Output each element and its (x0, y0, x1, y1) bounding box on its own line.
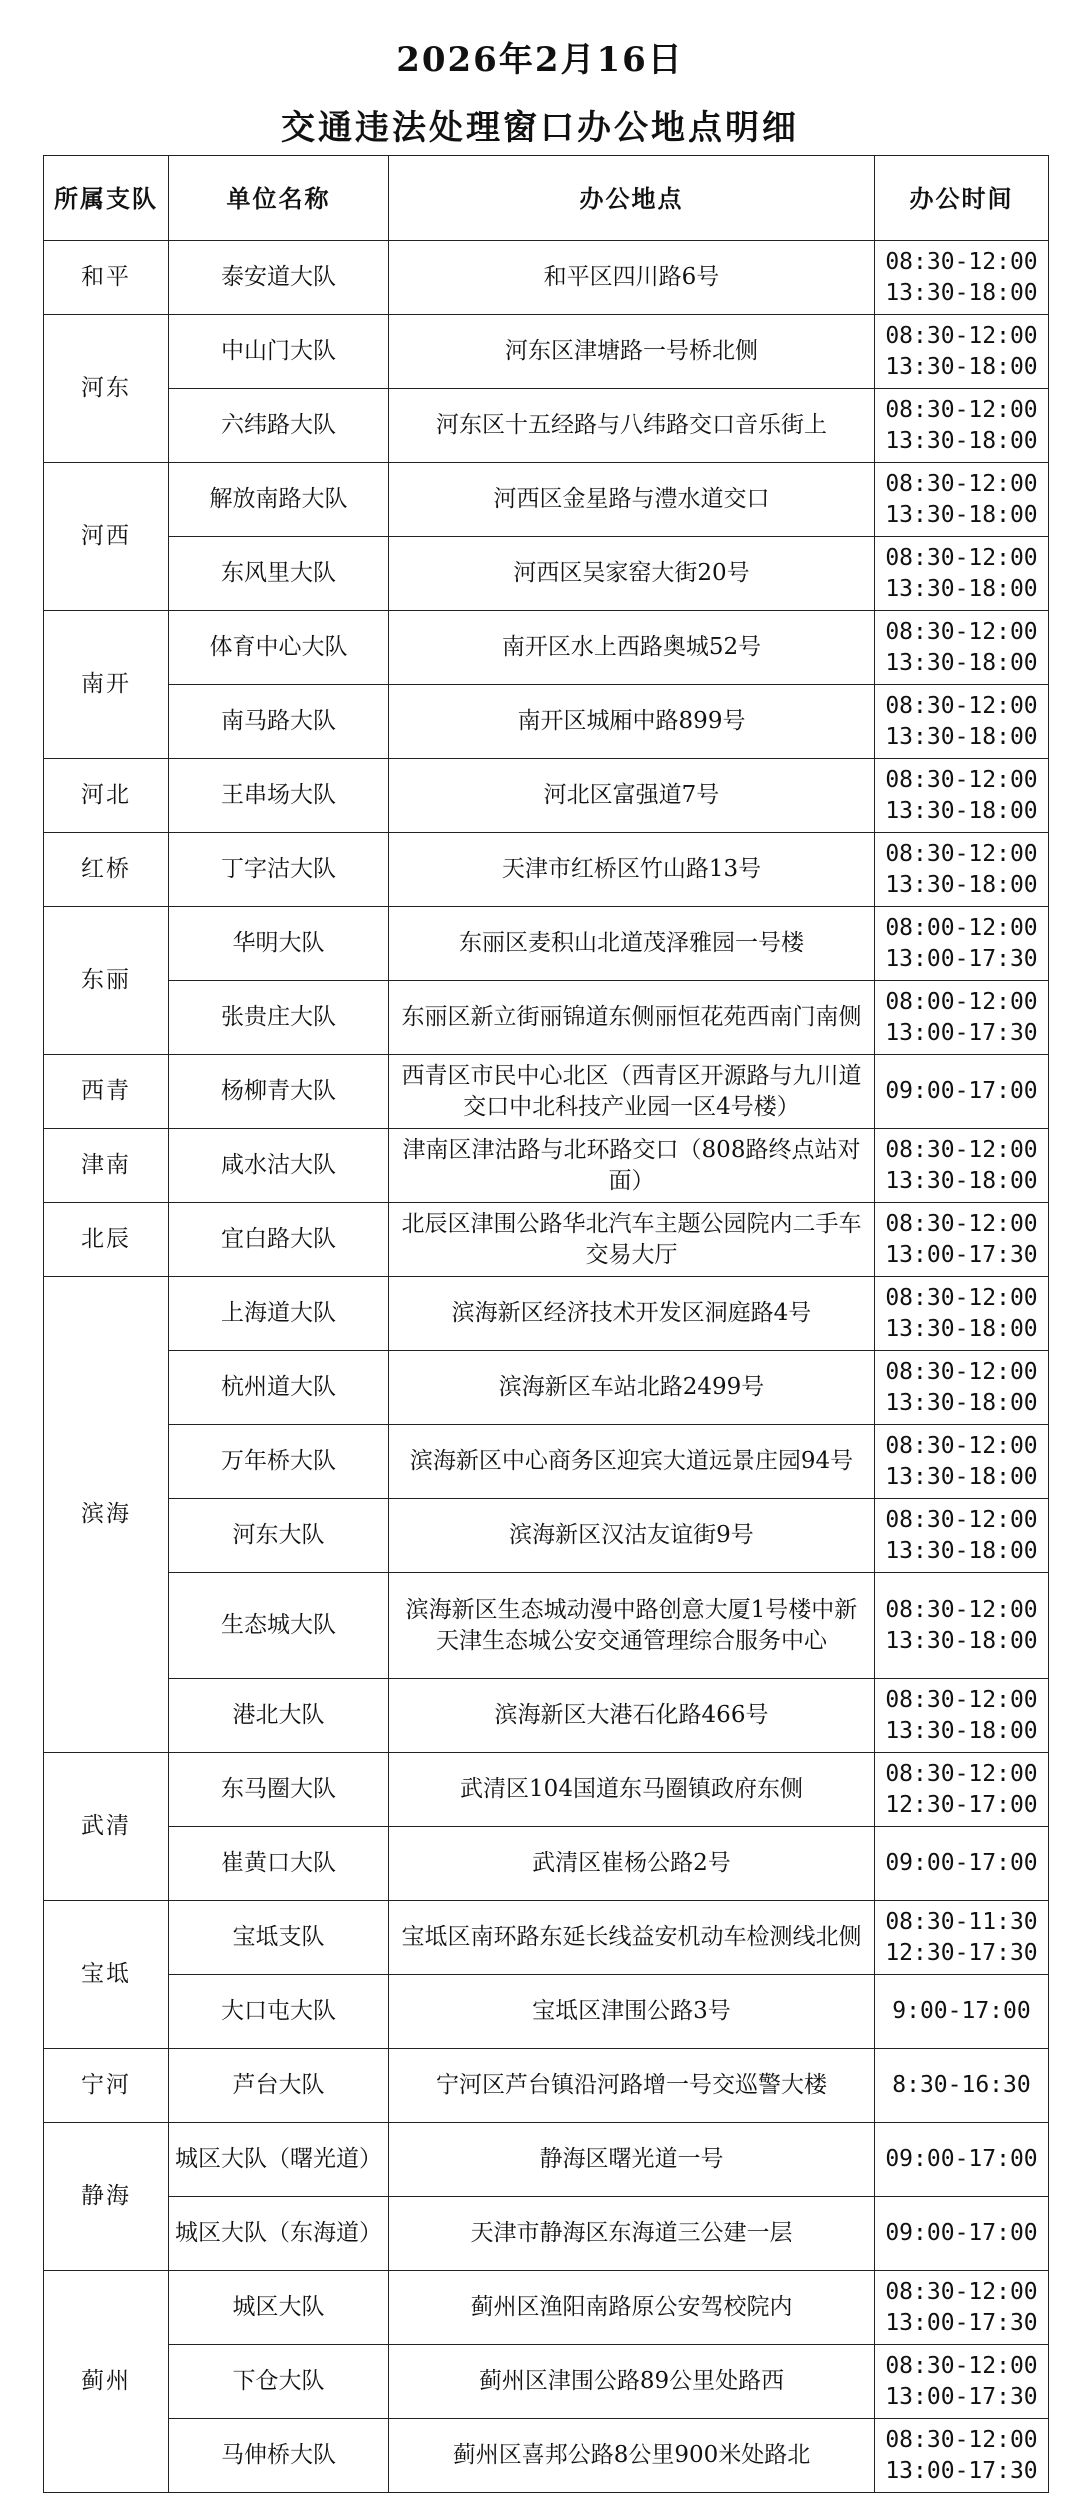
hours-line: 08:30-12:00 (885, 544, 1038, 571)
address-cell: 宁河区芦台镇沿河路增一号交巡警大楼 (389, 2049, 875, 2123)
hours-line: 08:30-12:00 (885, 1506, 1038, 1533)
unit-name-cell: 华明大队 (169, 907, 389, 981)
hours-line: 08:30-12:00 (885, 1210, 1038, 1237)
hours-line: 13:00-17:30 (885, 945, 1038, 972)
office-hours-cell (875, 389, 1049, 463)
hours-line: 08:30-11:30 (885, 1908, 1038, 1935)
office-location-table (43, 155, 1049, 2493)
unit-name-cell: 生态城大队 (169, 1573, 389, 1679)
hours-line: 08:30-12:00 (885, 322, 1038, 349)
address-cell: 滨海新区经济技术开发区洞庭路4号 (389, 1277, 875, 1351)
hours-line: 13:30-18:00 (885, 797, 1038, 824)
table-row (44, 2271, 1049, 2345)
hours-line: 13:30-18:00 (885, 575, 1038, 602)
hours-line: 08:30-12:00 (885, 692, 1038, 719)
branch-cell: 武清 (44, 1753, 169, 1901)
hours-line: 13:30-18:00 (885, 723, 1038, 750)
hours-line: 13:00-17:30 (885, 2457, 1038, 2484)
hours-line: 13:30-18:00 (885, 649, 1038, 676)
hours-line: 09:00-17:00 (885, 2146, 1038, 2172)
branch-cell: 南开 (44, 611, 169, 759)
table-header-row (44, 156, 1049, 241)
table-row (44, 759, 1049, 833)
address-cell: 东丽区麦积山北道茂泽雅园一号楼 (389, 907, 875, 981)
branch-cell: 西青 (44, 1055, 169, 1129)
unit-name-cell: 东风里大队 (169, 537, 389, 611)
hours-line: 08:30-12:00 (885, 2352, 1038, 2379)
office-hours-cell (875, 1753, 1049, 1827)
table-row (44, 537, 1049, 611)
table-row (44, 1679, 1049, 1753)
unit-name-cell: 城区大队（曙光道） (169, 2123, 389, 2197)
hours-line: 13:30-18:00 (885, 279, 1038, 306)
branch-cell: 河西 (44, 463, 169, 611)
office-hours-cell (875, 2345, 1049, 2419)
address-cell: 滨海新区大港石化路466号 (389, 1679, 875, 1753)
hours-line: 13:30-18:00 (885, 1463, 1038, 1490)
address-cell: 静海区曙光道一号 (389, 2123, 875, 2197)
address-cell: 天津市静海区东海道三公建一层 (389, 2197, 875, 2271)
unit-name-cell: 泰安道大队 (169, 241, 389, 315)
unit-name-cell: 上海道大队 (169, 1277, 389, 1351)
address-cell: 滨海新区中心商务区迎宾大道远景庄园94号 (389, 1425, 875, 1499)
table-row (44, 685, 1049, 759)
unit-name-cell: 杨柳青大队 (169, 1055, 389, 1129)
table-row (44, 2419, 1049, 2493)
unit-name-cell: 港北大队 (169, 1679, 389, 1753)
address-cell: 武清区104国道东马圈镇政府东侧 (389, 1753, 875, 1827)
branch-cell: 宁河 (44, 2049, 169, 2123)
unit-name-cell: 崔黄口大队 (169, 1827, 389, 1901)
table-row (44, 1753, 1049, 1827)
table-row (44, 2345, 1049, 2419)
hours-line: 08:30-12:00 (885, 248, 1038, 275)
office-hours-cell (875, 1277, 1049, 1351)
unit-name-cell: 东马圈大队 (169, 1753, 389, 1827)
column-header-branch: 所属支队 (44, 156, 169, 241)
office-hours-cell (875, 611, 1049, 685)
hours-line: 8:30-16:30 (892, 2072, 1031, 2098)
address-cell: 滨海新区生态城动漫中路创意大厦1号楼中新天津生态城公安交通管理综合服务中心 (389, 1573, 875, 1679)
branch-cell: 静海 (44, 2123, 169, 2271)
branch-cell: 红桥 (44, 833, 169, 907)
office-hours-cell (875, 759, 1049, 833)
unit-name-cell: 城区大队 (169, 2271, 389, 2345)
address-cell: 河北区富强道7号 (389, 759, 875, 833)
office-hours-cell (875, 1055, 1049, 1129)
office-hours-cell (875, 2123, 1049, 2197)
hours-line: 08:30-12:00 (885, 1596, 1038, 1623)
hours-line: 13:30-18:00 (885, 427, 1038, 454)
address-cell: 蓟州区渔阳南路原公安驾校院内 (389, 2271, 875, 2345)
address-cell: 宝坻区南环路东延长线益安机动车检测线北侧 (389, 1901, 875, 1975)
hours-line: 08:30-12:00 (885, 618, 1038, 645)
office-hours-cell (875, 1975, 1049, 2049)
hours-line: 08:30-12:00 (885, 1358, 1038, 1385)
branch-cell: 河北 (44, 759, 169, 833)
address-cell: 南开区城厢中路899号 (389, 685, 875, 759)
unit-name-cell: 河东大队 (169, 1499, 389, 1573)
office-hours-cell (875, 1499, 1049, 1573)
office-hours-cell (875, 1129, 1049, 1203)
address-cell: 宝坻区津围公路3号 (389, 1975, 875, 2049)
table-row (44, 1351, 1049, 1425)
office-hours-cell (875, 1827, 1049, 1901)
address-cell: 武清区崔杨公路2号 (389, 1827, 875, 1901)
hours-line: 13:30-18:00 (885, 353, 1038, 380)
document-date: 2026年2月16日 (396, 40, 684, 80)
hours-line: 08:30-12:00 (885, 2278, 1038, 2305)
office-hours-cell (875, 2197, 1049, 2271)
address-cell: 西青区市民中心北区（西青区开源路与九川道交口中北科技产业园一区4号楼） (389, 1055, 875, 1129)
branch-cell: 河东 (44, 315, 169, 463)
table-row (44, 389, 1049, 463)
office-hours-cell (875, 2049, 1049, 2123)
hours-line: 13:30-18:00 (885, 1717, 1038, 1744)
hours-line: 9:00-17:00 (892, 1998, 1031, 2024)
office-hours-cell (875, 907, 1049, 981)
unit-name-cell: 城区大队（东海道） (169, 2197, 389, 2271)
unit-name-cell: 宜白路大队 (169, 1203, 389, 1277)
unit-name-cell: 六纬路大队 (169, 389, 389, 463)
address-cell: 河西区金星路与澧水道交口 (389, 463, 875, 537)
hours-line: 09:00-17:00 (885, 1078, 1038, 1104)
document-title: 交通违法处理窗口办公地点明细 (281, 108, 799, 148)
address-cell: 河东区十五经路与八纬路交口音乐街上 (389, 389, 875, 463)
hours-line: 08:30-12:00 (885, 1284, 1038, 1311)
table-row (44, 463, 1049, 537)
office-hours-cell (875, 1351, 1049, 1425)
hours-line: 13:00-17:30 (885, 2383, 1038, 2410)
unit-name-cell: 解放南路大队 (169, 463, 389, 537)
address-cell: 东丽区新立街丽锦道东侧丽恒花苑西南门南侧 (389, 981, 875, 1055)
unit-name-cell: 大口屯大队 (169, 1975, 389, 2049)
table-row (44, 241, 1049, 315)
office-hours-cell (875, 463, 1049, 537)
hours-line: 13:30-18:00 (885, 1315, 1038, 1342)
table-row (44, 2197, 1049, 2271)
hours-line: 08:00-12:00 (885, 988, 1038, 1015)
office-hours-cell (875, 1573, 1049, 1679)
unit-name-cell: 咸水沽大队 (169, 1129, 389, 1203)
office-hours-cell (875, 537, 1049, 611)
table-row (44, 1425, 1049, 1499)
table-row (44, 1499, 1049, 1573)
hours-line: 13:30-18:00 (885, 1627, 1038, 1654)
address-cell: 滨海新区车站北路2499号 (389, 1351, 875, 1425)
table-row (44, 315, 1049, 389)
branch-cell: 津南 (44, 1129, 169, 1203)
hours-line: 08:30-12:00 (885, 1760, 1038, 1787)
table-row (44, 611, 1049, 685)
hours-line: 12:30-17:00 (885, 1791, 1038, 1818)
address-cell: 河东区津塘路一号桥北侧 (389, 315, 875, 389)
hours-line: 13:00-17:30 (885, 2309, 1038, 2336)
branch-cell: 滨海 (44, 1277, 169, 1753)
hours-line: 09:00-17:00 (885, 1850, 1038, 1876)
address-cell: 北辰区津围公路华北汽车主题公园院内二手车交易大厅 (389, 1203, 875, 1277)
hours-line: 13:00-17:30 (885, 1241, 1038, 1268)
unit-name-cell: 下仓大队 (169, 2345, 389, 2419)
hours-line: 13:30-18:00 (885, 871, 1038, 898)
hours-line: 13:30-18:00 (885, 1537, 1038, 1564)
office-hours-cell (875, 1425, 1049, 1499)
table-row (44, 2123, 1049, 2197)
branch-cell: 东丽 (44, 907, 169, 1055)
column-header-address: 办公地点 (389, 156, 875, 241)
hours-line: 08:30-12:00 (885, 470, 1038, 497)
office-hours-cell (875, 315, 1049, 389)
office-hours-cell (875, 981, 1049, 1055)
hours-line: 13:30-18:00 (885, 501, 1038, 528)
hours-line: 08:30-12:00 (885, 766, 1038, 793)
column-header-hours: 办公时间 (875, 156, 1049, 241)
unit-name-cell: 中山门大队 (169, 315, 389, 389)
table-body (44, 241, 1049, 2493)
table-row (44, 1827, 1049, 1901)
hours-line: 08:30-12:00 (885, 396, 1038, 423)
address-cell: 南开区水上西路奥城52号 (389, 611, 875, 685)
table-row (44, 1129, 1049, 1203)
table-row (44, 2049, 1049, 2123)
unit-name-cell: 王串场大队 (169, 759, 389, 833)
unit-name-cell: 马伸桥大队 (169, 2419, 389, 2493)
address-cell: 河西区吴家窑大街20号 (389, 537, 875, 611)
hours-line: 13:30-18:00 (885, 1389, 1038, 1416)
table-row (44, 1975, 1049, 2049)
hours-line: 08:30-12:00 (885, 2426, 1038, 2453)
table-row (44, 833, 1049, 907)
hours-line: 13:00-17:30 (885, 1019, 1038, 1046)
address-cell: 天津市红桥区竹山路13号 (389, 833, 875, 907)
address-cell: 蓟州区喜邦公路8公里900米处路北 (389, 2419, 875, 2493)
address-cell: 津南区津沽路与北环路交口（808路终点站对面） (389, 1129, 875, 1203)
unit-name-cell: 南马路大队 (169, 685, 389, 759)
table-row (44, 1055, 1049, 1129)
table-row (44, 1277, 1049, 1351)
table-row (44, 1573, 1049, 1679)
office-hours-cell (875, 2271, 1049, 2345)
address-cell: 蓟州区津围公路89公里处路西 (389, 2345, 875, 2419)
hours-line: 08:30-12:00 (885, 1136, 1038, 1163)
unit-name-cell: 杭州道大队 (169, 1351, 389, 1425)
office-hours-cell (875, 1203, 1049, 1277)
column-header-unit: 单位名称 (169, 156, 389, 241)
address-cell: 和平区四川路6号 (389, 241, 875, 315)
table-row (44, 907, 1049, 981)
unit-name-cell: 体育中心大队 (169, 611, 389, 685)
table-row (44, 1203, 1049, 1277)
branch-cell: 北辰 (44, 1203, 169, 1277)
office-hours-cell (875, 2419, 1049, 2493)
unit-name-cell: 宝坻支队 (169, 1901, 389, 1975)
office-hours-cell (875, 241, 1049, 315)
address-cell: 滨海新区汉沽友谊街9号 (389, 1499, 875, 1573)
table-row (44, 1901, 1049, 1975)
table-row (44, 981, 1049, 1055)
branch-cell: 蓟州 (44, 2271, 169, 2493)
hours-line: 08:30-12:00 (885, 840, 1038, 867)
branch-cell: 和平 (44, 241, 169, 315)
office-hours-cell (875, 1901, 1049, 1975)
unit-name-cell: 万年桥大队 (169, 1425, 389, 1499)
hours-line: 09:00-17:00 (885, 2220, 1038, 2246)
office-hours-cell (875, 1679, 1049, 1753)
hours-line: 08:00-12:00 (885, 914, 1038, 941)
hours-line: 08:30-12:00 (885, 1686, 1038, 1713)
hours-line: 13:30-18:00 (885, 1167, 1038, 1194)
unit-name-cell: 芦台大队 (169, 2049, 389, 2123)
unit-name-cell: 张贵庄大队 (169, 981, 389, 1055)
unit-name-cell: 丁字沽大队 (169, 833, 389, 907)
hours-line: 08:30-12:00 (885, 1432, 1038, 1459)
office-hours-cell (875, 685, 1049, 759)
branch-cell: 宝坻 (44, 1901, 169, 2049)
hours-line: 12:30-17:30 (885, 1939, 1038, 1966)
office-hours-cell (875, 833, 1049, 907)
